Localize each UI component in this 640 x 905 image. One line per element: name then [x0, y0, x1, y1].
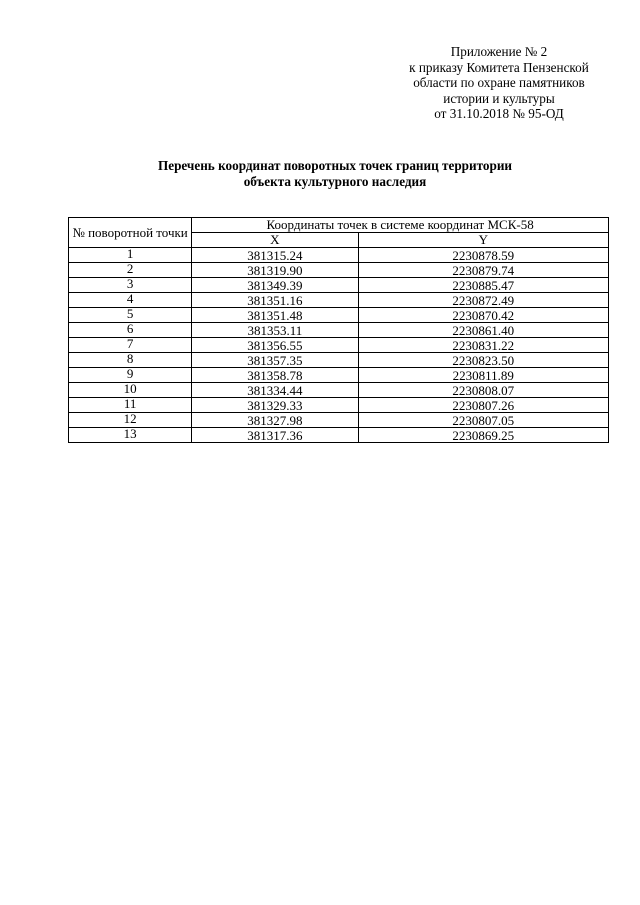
- table-row: [69, 278, 609, 293]
- appendix-line: от 31.10.2018 № 95-ОД: [434, 106, 564, 121]
- x-coordinate-cell: 381351.16: [192, 293, 358, 308]
- y-coordinate-cell: 2230869.25: [358, 428, 608, 443]
- y-coordinate-cell: 2230872.49: [358, 293, 608, 308]
- x-coordinate-cell: 381317.36: [192, 428, 358, 443]
- appendix-note: [390, 44, 608, 122]
- y-coordinate-cell: 2230870.42: [358, 308, 608, 323]
- table-body: [69, 248, 609, 443]
- y-column-header: Y: [358, 233, 608, 248]
- x-coordinate-cell: 381327.98: [192, 413, 358, 428]
- table-row: [69, 428, 609, 443]
- point-number-cell: 7: [69, 338, 192, 353]
- point-number-cell: 10: [69, 383, 192, 398]
- table-row: [69, 413, 609, 428]
- document-title-line: Перечень координат поворотных точек границ территории: [157, 158, 513, 173]
- y-coordinate-cell: 2230823.50: [358, 353, 608, 368]
- x-coordinate-cell: 381329.33: [192, 398, 358, 413]
- appendix-line: области по охране памятников: [413, 75, 585, 90]
- table-row: [69, 323, 609, 338]
- point-number-cell: 5: [69, 308, 192, 323]
- table-row: [69, 383, 609, 398]
- coordinate-system-header: Координаты точек в системе координат МСК-58: [192, 218, 609, 233]
- point-number-cell: 13: [69, 428, 192, 443]
- x-coordinate-cell: 381351.48: [192, 308, 358, 323]
- x-coordinate-cell: 381356.55: [192, 338, 358, 353]
- point-number-header: № поворотной точки: [69, 218, 192, 248]
- x-coordinate-cell: 381358.78: [192, 368, 358, 383]
- y-coordinate-cell: 2230811.89: [358, 368, 608, 383]
- table-row: [69, 368, 609, 383]
- point-number-cell: 12: [69, 413, 192, 428]
- x-column-header: X: [192, 233, 358, 248]
- coordinates-table: [68, 217, 609, 443]
- point-number-cell: 11: [69, 398, 192, 413]
- y-coordinate-cell: 2230861.40: [358, 323, 608, 338]
- point-number-cell: 9: [69, 368, 192, 383]
- x-coordinate-cell: 381319.90: [192, 263, 358, 278]
- point-number-cell: 1: [69, 248, 192, 263]
- table-row: [69, 338, 609, 353]
- y-coordinate-cell: 2230879.74: [358, 263, 608, 278]
- table-row: [69, 293, 609, 308]
- table-row: [69, 308, 609, 323]
- y-coordinate-cell: 2230831.22: [358, 338, 608, 353]
- appendix-line: Приложение № 2: [450, 44, 548, 59]
- x-coordinate-cell: 381357.35: [192, 353, 358, 368]
- point-number-cell: 6: [69, 323, 192, 338]
- point-number-cell: 4: [69, 293, 192, 308]
- y-coordinate-cell: 2230808.07: [358, 383, 608, 398]
- document-title: [90, 158, 580, 190]
- x-coordinate-cell: 381315.24: [192, 248, 358, 263]
- point-number-cell: 2: [69, 263, 192, 278]
- document-title-line: объекта культурного наследия: [243, 174, 427, 189]
- y-coordinate-cell: 2230878.59: [358, 248, 608, 263]
- table-row: [69, 248, 609, 263]
- appendix-line: к приказу Комитета Пензенской: [409, 59, 589, 75]
- table-row: [69, 353, 609, 368]
- appendix-line: истории и культуры: [443, 90, 555, 106]
- table-row: [69, 263, 609, 278]
- y-coordinate-cell: 2230807.26: [358, 398, 608, 413]
- x-coordinate-cell: 381349.39: [192, 278, 358, 293]
- y-coordinate-cell: 2230885.47: [358, 278, 608, 293]
- y-coordinate-cell: 2230807.05: [358, 413, 608, 428]
- x-coordinate-cell: 381334.44: [192, 383, 358, 398]
- point-number-cell: 3: [69, 278, 192, 293]
- point-number-cell: 8: [69, 353, 192, 368]
- x-coordinate-cell: 381353.11: [192, 323, 358, 338]
- table-row: [69, 398, 609, 413]
